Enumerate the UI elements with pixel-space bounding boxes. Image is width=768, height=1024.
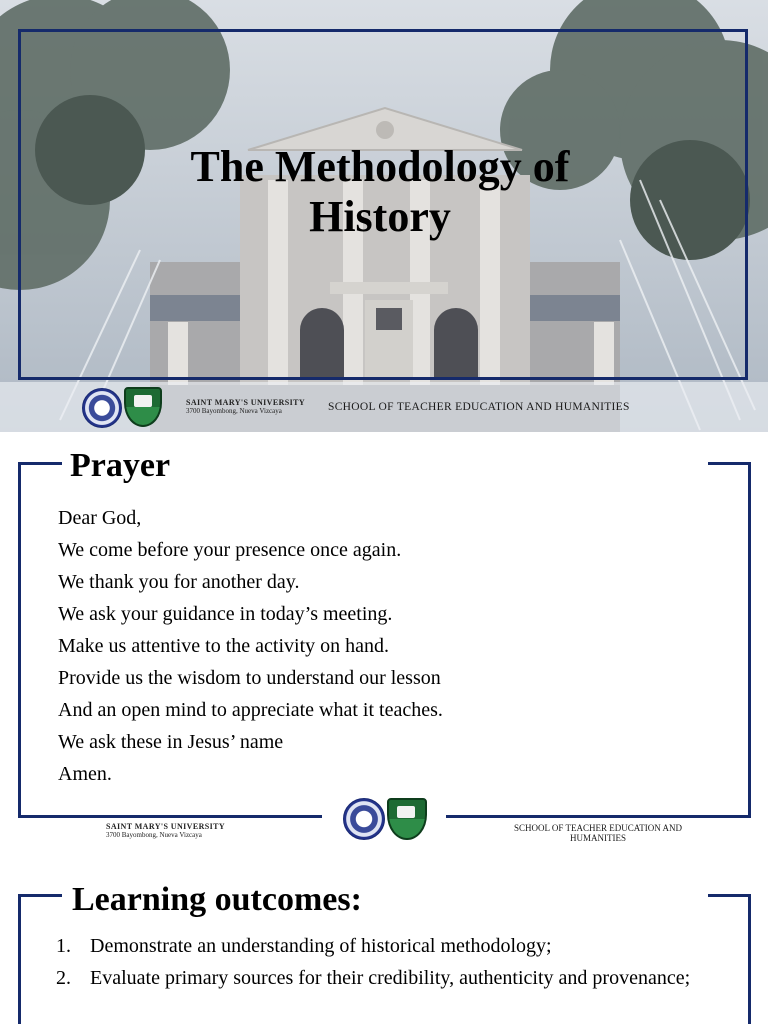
prayer-line: Amen. [58,763,112,785]
school-shield-icon [124,387,162,427]
prayer-slide [0,432,768,864]
learning-outcomes-slide [0,864,768,1024]
outcomes-list [56,934,696,998]
university-address: 3700 Bayombong, Nueva Vizcaya [186,407,282,415]
title-footer-band [0,382,768,432]
school-name: SCHOOL OF TEACHER EDUCATION AND HUMANITIES [328,401,630,413]
slide-title [90,142,670,242]
frame-top-left-stub [18,462,62,465]
prayer-line: Dear God, [58,507,142,529]
list-item-number: 2. [56,967,71,989]
title-line-1: The Methodology of [190,142,570,191]
prayer-line: We come before your presence once again. [58,539,402,561]
university-seal-icon [343,798,385,840]
prayer-line: And an open mind to appreciate what it teaches. [58,699,443,721]
school-shield-icon [387,798,427,840]
school-name [480,823,716,843]
prayer-line: We thank you for another day. [58,571,300,593]
outcomes-heading: Learning outcomes: [66,880,368,920]
frame-top-right-stub [708,462,751,465]
university-block [106,822,225,840]
prayer-line: Make us attentive to the activity on hand. [58,635,390,657]
title-slide [0,0,768,432]
prayer-heading: Prayer [64,446,176,486]
prayer-line: Provide us the wisdom to understand our lesson [58,667,441,689]
prayer-line: We ask your guidance in today’s meeting. [58,603,393,625]
university-seal-icon [82,388,122,428]
frame-top-right-stub [708,894,751,897]
prayer-line: We ask these in Jesus’ name [58,731,284,753]
university-name: SAINT MARY'S UNIVERSITY [106,822,226,831]
university-name: SAINT MARY'S UNIVERSITY [186,398,306,407]
list-item-number: 1. [56,935,71,957]
university-address: 3700 Bayombong, Nueva Vizcaya [106,831,202,839]
list-item-text: Demonstrate an understanding of historical methodology; [90,935,552,957]
frame-top-left-stub [18,894,62,897]
school-name-line-2: HUMANITIES [570,833,626,843]
school-name-line-1: SCHOOL OF TEACHER EDUCATION AND [513,823,682,833]
list-item-text: Evaluate primary sources for their credibility, authenticity and provenance; [90,967,691,989]
title-line-2: History [309,192,451,241]
university-block [186,398,305,416]
list-item [56,934,696,958]
list-item [56,966,696,990]
prayer-text [58,502,443,790]
